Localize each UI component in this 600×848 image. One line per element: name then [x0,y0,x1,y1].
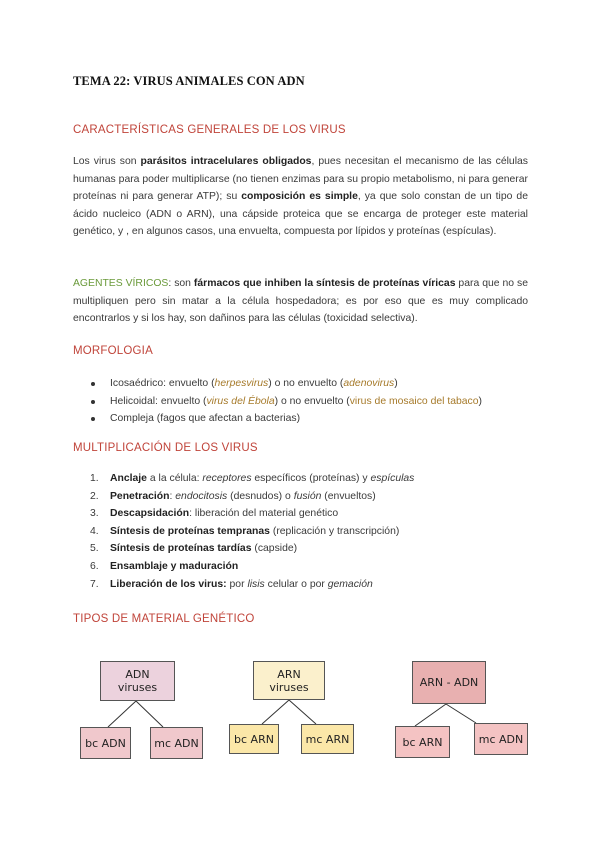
list-item: 1. Anclaje a la célula: receptores específicos (proteínas) y espículas [90,473,415,484]
section-heading-tipos: TIPOS DE MATERIAL GENÉTICO [73,613,255,625]
connector-line [415,704,446,726]
list-item: Compleja (fagos que afectan a bacterias) [73,410,482,428]
bc-arn-box: bc ARN [395,726,450,758]
connector-line [289,700,316,724]
section-heading-caracteristicas: CARACTERÍSTICAS GENERALES DE LOS VIRUS [73,124,346,136]
mc-adn-box: mc ADN [474,723,528,755]
mc-adn-box: mc ADN [150,727,203,759]
bc-arn-box: bc ARN [229,724,279,754]
connector-line [136,701,163,727]
agentes-paragraph: AGENTES VÍRICOS: son fármacos que inhiben la síntesis de proteínas víricas para que no se multipliquen pero sin matar a la célula hospedadora; es por eso que es muy complicado encontrarlos y si los hay, son dañinos para las células (toxicidad selectiva). [73,278,528,325]
list-item: 7. Liberación de los virus: por lisis celular o por gemación [90,578,373,590]
caracteristicas-paragraph: Los virus son parásitos intracelulares obligados, pues necesitan el mecanismo de las células humanas para poder multiplicarse (no tienen enzimas para su propio metabolismo, ni para generar proteínas ni para generar ATP); su composición es simple, ya que solo constan de un tipo de ácido nucleico (ADN o ARN), una cápside proteica que se encarga de proteger este material genético, y , en algunos casos, una envuelta, compuesta por lípidos y proteínas (espículas). [73,156,528,238]
bc-adn-box: bc ADN [80,727,131,759]
list-item: Helicoidal: envuelto (virus del Ébola) o no envuelto (virus de mosaico del tabaco) [73,393,482,411]
list-item: 2. Penetración: endocitosis (desnudos) o fusión (envueltos) [90,490,376,502]
agentes-label: AGENTES VÍRICOS [73,278,169,289]
section-heading-morfologia: MORFOLOGIA [73,345,153,357]
list-item: Icosaédrico: envuelto (herpesvirus) o no envuelto (adenovirus) [73,375,482,393]
section-heading-multiplicacion: MULTIPLICACIÓN DE LOS VIRUS [73,442,258,454]
document-title: TEMA 22: VIRUS ANIMALES CON ADN [73,74,305,88]
arn-viruses-box: ARN viruses [253,661,325,700]
list-item: 4. Síntesis de proteínas tempranas (replicación y transcripción) [90,525,400,537]
connector-line [446,704,476,723]
connector-line [262,700,289,724]
arn-adn-box: ARN - ADN [412,661,486,704]
list-item: 6. Ensamblaje y maduración [90,560,239,572]
list-item: 5. Síntesis de proteínas tardías (capside) [90,543,298,555]
adn-viruses-box: ADN viruses [100,661,175,701]
list-item: 3. Descapsidación: liberación del material genético [90,508,339,520]
mc-arn-box: mc ARN [301,724,354,754]
connector-line [108,701,136,727]
